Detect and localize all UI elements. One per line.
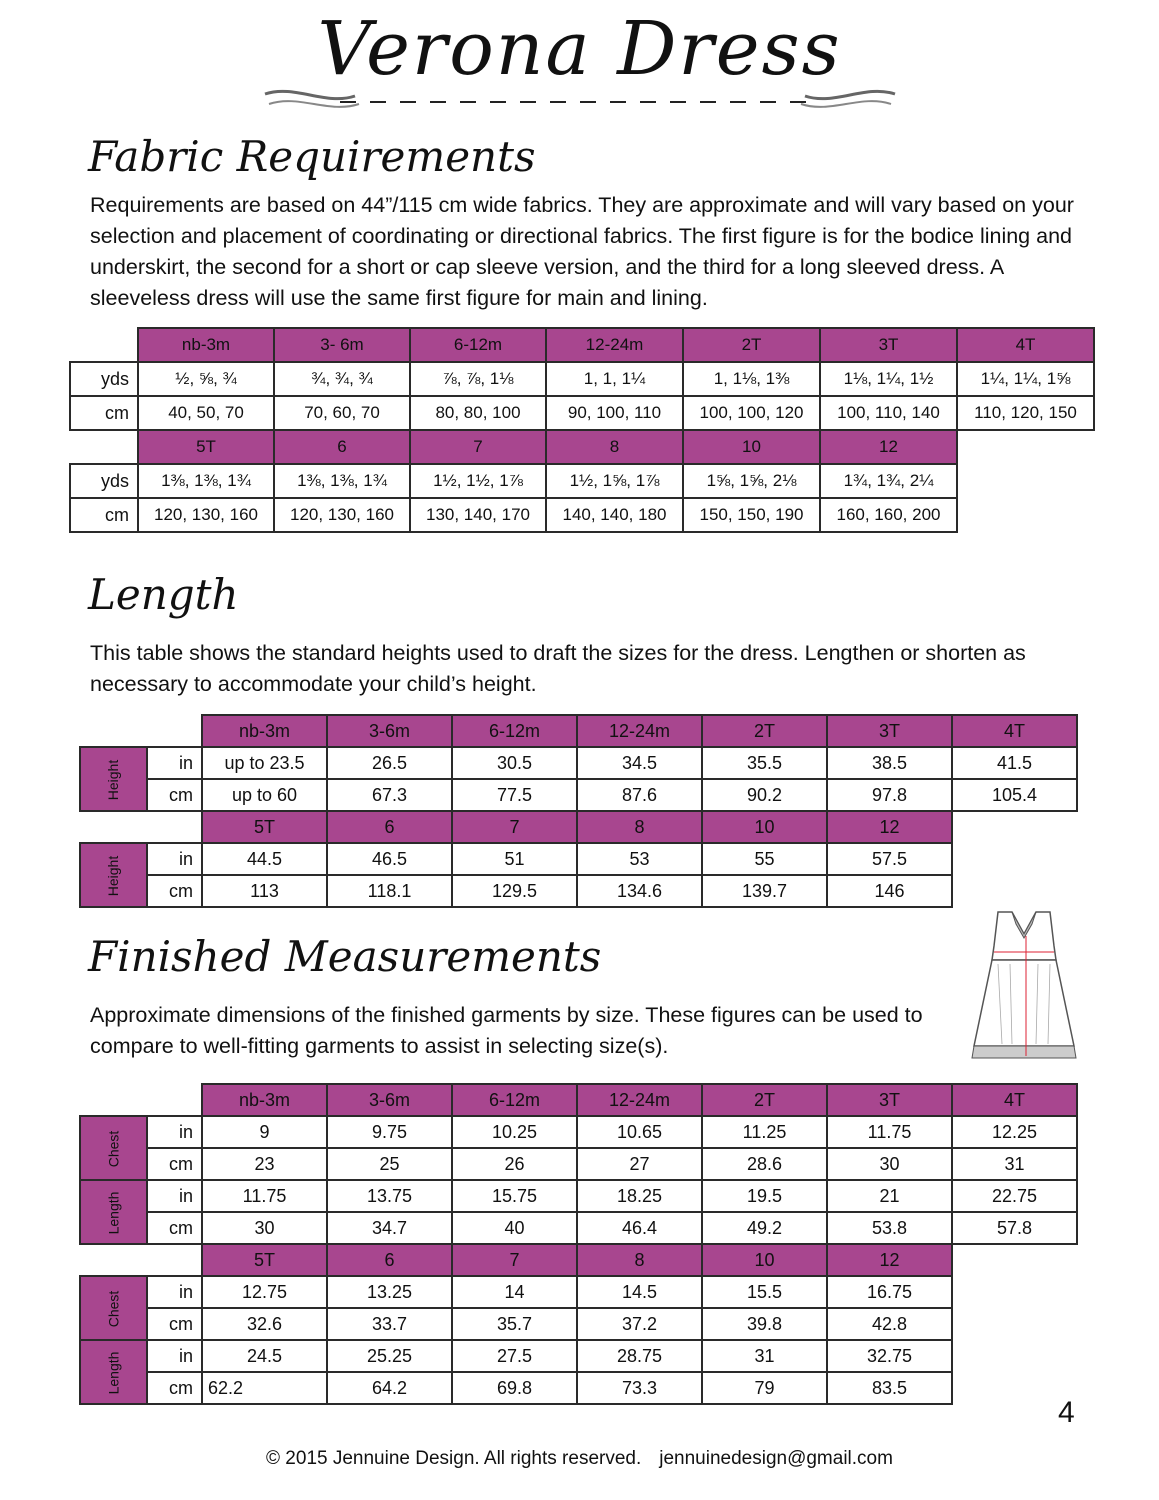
size-header: 6-12m [410,328,546,362]
table-cell: ½, ⅝, ¾ [138,362,274,396]
table-cell: 32.75 [827,1340,952,1372]
table-cell: 27 [577,1148,702,1180]
height-group-label: Height [80,843,147,907]
size-header: 8 [577,1244,702,1276]
table-cell: 120, 130, 160 [138,498,274,532]
table-cell: 12.75 [202,1276,327,1308]
blank-cell [80,1084,147,1116]
chest-in-row-2 [80,1276,1077,1308]
length-cm-row-1 [80,1212,1077,1244]
finished-table [79,1083,1078,1405]
size-header: 12 [827,811,952,843]
size-header: 4T [952,1084,1077,1116]
size-header: 3T [827,715,952,747]
table-cell: 64.2 [327,1372,452,1404]
unit-label: cm [147,1148,202,1180]
height-in-row-2 [80,843,1077,875]
table-cell: 150, 150, 190 [683,498,820,532]
table-cell: 77.5 [452,779,577,811]
table-cell: 38.5 [827,747,952,779]
table-cell: up to 60 [202,779,327,811]
unit-label: in [147,747,202,779]
table-cell: 100, 110, 140 [820,396,957,430]
footer [0,1448,1159,1470]
finished-size-row-2 [80,1244,1077,1276]
unit-label: cm [70,396,138,430]
length-group-label: Length [80,1180,147,1244]
table-cell: 73.3 [577,1372,702,1404]
size-header: 3-6m [327,1084,452,1116]
table-cell: 46.4 [577,1212,702,1244]
table-cell: 110, 120, 150 [957,396,1094,430]
size-header: 10 [702,811,827,843]
unit-label: in [147,843,202,875]
size-header: 3- 6m [274,328,410,362]
size-header: 12-24m [577,1084,702,1116]
blank-cell [957,430,1094,464]
table-cell: 1⅝, 1⅝, 2⅛ [683,464,820,498]
height-cm-row-1 [80,779,1077,811]
height-size-row-1 [80,715,1077,747]
finished-size-row-1 [80,1084,1077,1116]
blank-cell [952,875,1077,907]
table-cell: 1¾, 1¾, 2¼ [820,464,957,498]
table-cell: 57.8 [952,1212,1077,1244]
unit-label: cm [147,779,202,811]
table-cell: up to 23.5 [202,747,327,779]
table-cell: 1⅛, 1¼, 1½ [820,362,957,396]
table-cell: 30.5 [452,747,577,779]
size-header: 6 [327,1244,452,1276]
size-header: 2T [683,328,820,362]
table-cell: 79 [702,1372,827,1404]
unit-label: cm [147,1212,202,1244]
table-cell: 25.25 [327,1340,452,1372]
table-cell: 21 [827,1180,952,1212]
size-header: 12 [820,430,957,464]
length-in-row-1 [80,1180,1077,1212]
size-header: 6-12m [452,715,577,747]
table-cell: 16.75 [827,1276,952,1308]
height-in-row-1 [80,747,1077,779]
unit-label: yds [70,464,138,498]
table-cell: ¾, ¾, ¾ [274,362,410,396]
table-cell: 39.8 [702,1308,827,1340]
fabric-size-row-1 [70,328,1094,362]
unit-label: in [147,1340,202,1372]
length-cm-row-2 [80,1372,1077,1404]
table-cell: 37.2 [577,1308,702,1340]
length-description: This table shows the standard heights used to draft the sizes for the dress. Lengthen or shorten as necessary to accommodate your child’s height. [90,641,1026,696]
size-header: 6 [274,430,410,464]
size-header: 8 [546,430,683,464]
fabric-size-row-2 [70,430,1094,464]
blank-cell [70,328,138,362]
table-cell: 34.7 [327,1212,452,1244]
size-header: 12-24m [546,328,683,362]
table-cell: 22.75 [952,1180,1077,1212]
unit-label: cm [147,1308,202,1340]
finished-description: Approximate dimensions of the finished garments by size. These figures can be used to compare to well-fitting garments to assist in selecting size(s). [90,1003,923,1058]
table-cell: 1⅜, 1⅜, 1¾ [138,464,274,498]
table-cell: 1½, 1½, 1⅞ [410,464,546,498]
size-header: 4T [952,715,1077,747]
table-cell: 1, 1, 1¼ [546,362,683,396]
size-header: 12-24m [577,715,702,747]
unit-label: cm [147,875,202,907]
table-cell: 13.25 [327,1276,452,1308]
table-cell: 25 [327,1148,452,1180]
chest-group-label: Chest [80,1116,147,1180]
table-cell: 18.25 [577,1180,702,1212]
size-header: nb-3m [202,715,327,747]
table-cell: 28.75 [577,1340,702,1372]
title-flourish-icon [255,76,905,116]
table-cell: 9.75 [327,1116,452,1148]
footer-email: jennuinedesign@gmail.com [659,1448,893,1469]
table-cell: 1⅜, 1⅜, 1¾ [274,464,410,498]
table-cell: 42.8 [827,1308,952,1340]
height-cm-row-2 [80,875,1077,907]
dress-illustration-icon [968,908,1080,1068]
table-cell: 24.5 [202,1340,327,1372]
table-cell: 120, 130, 160 [274,498,410,532]
table-cell: 1¼, 1¼, 1⅝ [957,362,1094,396]
table-cell: 53.8 [827,1212,952,1244]
blank-cell [147,1084,202,1116]
table-cell: 105.4 [952,779,1077,811]
size-header: 7 [452,811,577,843]
table-cell: 35.5 [702,747,827,779]
table-cell: 140, 140, 180 [546,498,683,532]
height-table [79,714,1078,908]
blank-cell [147,811,202,843]
blank-cell [147,715,202,747]
blank-cell [952,1308,1077,1340]
chest-cm-row-2 [80,1308,1077,1340]
table-cell: 83.5 [827,1372,952,1404]
unit-label: cm [147,1372,202,1404]
blank-cell [80,1244,147,1276]
table-cell: 10.25 [452,1116,577,1148]
table-cell: 11.75 [202,1180,327,1212]
blank-cell [952,811,1077,843]
table-cell: 40, 50, 70 [138,396,274,430]
size-header: 5T [202,811,327,843]
table-cell: 46.5 [327,843,452,875]
blank-cell [952,843,1077,875]
table-cell: 13.75 [327,1180,452,1212]
table-cell: 28.6 [702,1148,827,1180]
size-header: 3-6m [327,715,452,747]
size-header: 5T [202,1244,327,1276]
fabric-cm-row-2 [70,498,1094,532]
table-cell: 97.8 [827,779,952,811]
table-cell: 130, 140, 170 [410,498,546,532]
table-cell: 32.6 [202,1308,327,1340]
table-cell: 90, 100, 110 [546,396,683,430]
table-cell: 57.5 [827,843,952,875]
table-cell: 67.3 [327,779,452,811]
table-cell: 14 [452,1276,577,1308]
table-cell: 160, 160, 200 [820,498,957,532]
blank-cell [952,1276,1077,1308]
unit-label: yds [70,362,138,396]
blank-cell [952,1340,1077,1372]
table-cell: 90.2 [702,779,827,811]
unit-label: in [147,1116,202,1148]
table-cell: 34.5 [577,747,702,779]
table-cell: ⅞, ⅞, 1⅛ [410,362,546,396]
size-header: 4T [957,328,1094,362]
table-cell: 49.2 [702,1212,827,1244]
table-cell: 51 [452,843,577,875]
length-heading: Length [88,570,239,619]
table-cell: 139.7 [702,875,827,907]
table-cell: 40 [452,1212,577,1244]
table-cell: 1½, 1⅝, 1⅞ [546,464,683,498]
size-header: nb-3m [138,328,274,362]
table-cell: 26.5 [327,747,452,779]
table-cell: 14.5 [577,1276,702,1308]
table-cell: 53 [577,843,702,875]
size-header: 8 [577,811,702,843]
chest-cm-row-1 [80,1148,1077,1180]
table-cell: 31 [952,1148,1077,1180]
fabric-yds-row-1 [70,362,1094,396]
table-cell: 134.6 [577,875,702,907]
table-cell: 11.25 [702,1116,827,1148]
page-number: 4 [1058,1396,1075,1429]
table-cell: 19.5 [702,1180,827,1212]
size-header: 6-12m [452,1084,577,1116]
chest-in-row-1 [80,1116,1077,1148]
size-header: 5T [138,430,274,464]
table-cell: 27.5 [452,1340,577,1372]
table-cell: 118.1 [327,875,452,907]
table-cell: 55 [702,843,827,875]
size-header: 10 [683,430,820,464]
size-header: 7 [410,430,546,464]
table-cell: 33.7 [327,1308,452,1340]
table-cell: 12.25 [952,1116,1077,1148]
blank-cell [80,811,147,843]
unit-label: in [147,1180,202,1212]
fabric-heading: Fabric Requirements [88,132,536,181]
table-cell: 23 [202,1148,327,1180]
size-header: 2T [702,1084,827,1116]
blank-cell [952,1244,1077,1276]
table-cell: 41.5 [952,747,1077,779]
table-cell: 87.6 [577,779,702,811]
table-cell: 1, 1⅛, 1⅜ [683,362,820,396]
table-cell: 31 [702,1340,827,1372]
table-cell: 70, 60, 70 [274,396,410,430]
blank-cell [70,430,138,464]
length-group-label: Length [80,1340,147,1404]
table-cell: 15.75 [452,1180,577,1212]
fabric-description: Requirements are based on 44”/115 cm wide fabrics. They are approximate and will vary based on your selection and placement of coordinating or directional fabrics. The first figure is for the bodice lining and underskirt, the second for a short or cap sleeve version, and the third for a long sleeved dress. A sleeveless dress will use the same first figure for main and lining. [90,193,1074,310]
table-cell: 69.8 [452,1372,577,1404]
table-cell: 62.2 [202,1372,327,1404]
unit-label: in [147,1276,202,1308]
table-cell: 30 [202,1212,327,1244]
table-cell: 100, 100, 120 [683,396,820,430]
fabric-table [69,327,1095,533]
size-header: nb-3m [202,1084,327,1116]
table-cell: 129.5 [452,875,577,907]
fabric-yds-row-2 [70,464,1094,498]
unit-label: cm [70,498,138,532]
table-cell: 35.7 [452,1308,577,1340]
length-in-row-2 [80,1340,1077,1372]
footer-copyright: © 2015 Jennuine Design. All rights reserved. [266,1448,642,1469]
size-header: 12 [827,1244,952,1276]
size-header: 7 [452,1244,577,1276]
size-header: 2T [702,715,827,747]
fabric-cm-row-1 [70,396,1094,430]
table-cell: 10.65 [577,1116,702,1148]
size-header: 10 [702,1244,827,1276]
height-group-label: Height [80,747,147,811]
finished-heading: Finished Measurements [88,932,602,981]
table-cell: 113 [202,875,327,907]
blank-cell [80,715,147,747]
page-title: Verona Dress [317,6,842,92]
table-cell: 44.5 [202,843,327,875]
height-size-row-2 [80,811,1077,843]
blank-cell [957,498,1094,532]
table-cell: 15.5 [702,1276,827,1308]
table-cell: 146 [827,875,952,907]
size-header: 3T [827,1084,952,1116]
table-cell: 80, 80, 100 [410,396,546,430]
blank-cell [147,1244,202,1276]
table-cell: 9 [202,1116,327,1148]
chest-group-label: Chest [80,1276,147,1340]
table-cell: 11.75 [827,1116,952,1148]
blank-cell [957,464,1094,498]
table-cell: 30 [827,1148,952,1180]
size-header: 3T [820,328,957,362]
table-cell: 26 [452,1148,577,1180]
size-header: 6 [327,811,452,843]
